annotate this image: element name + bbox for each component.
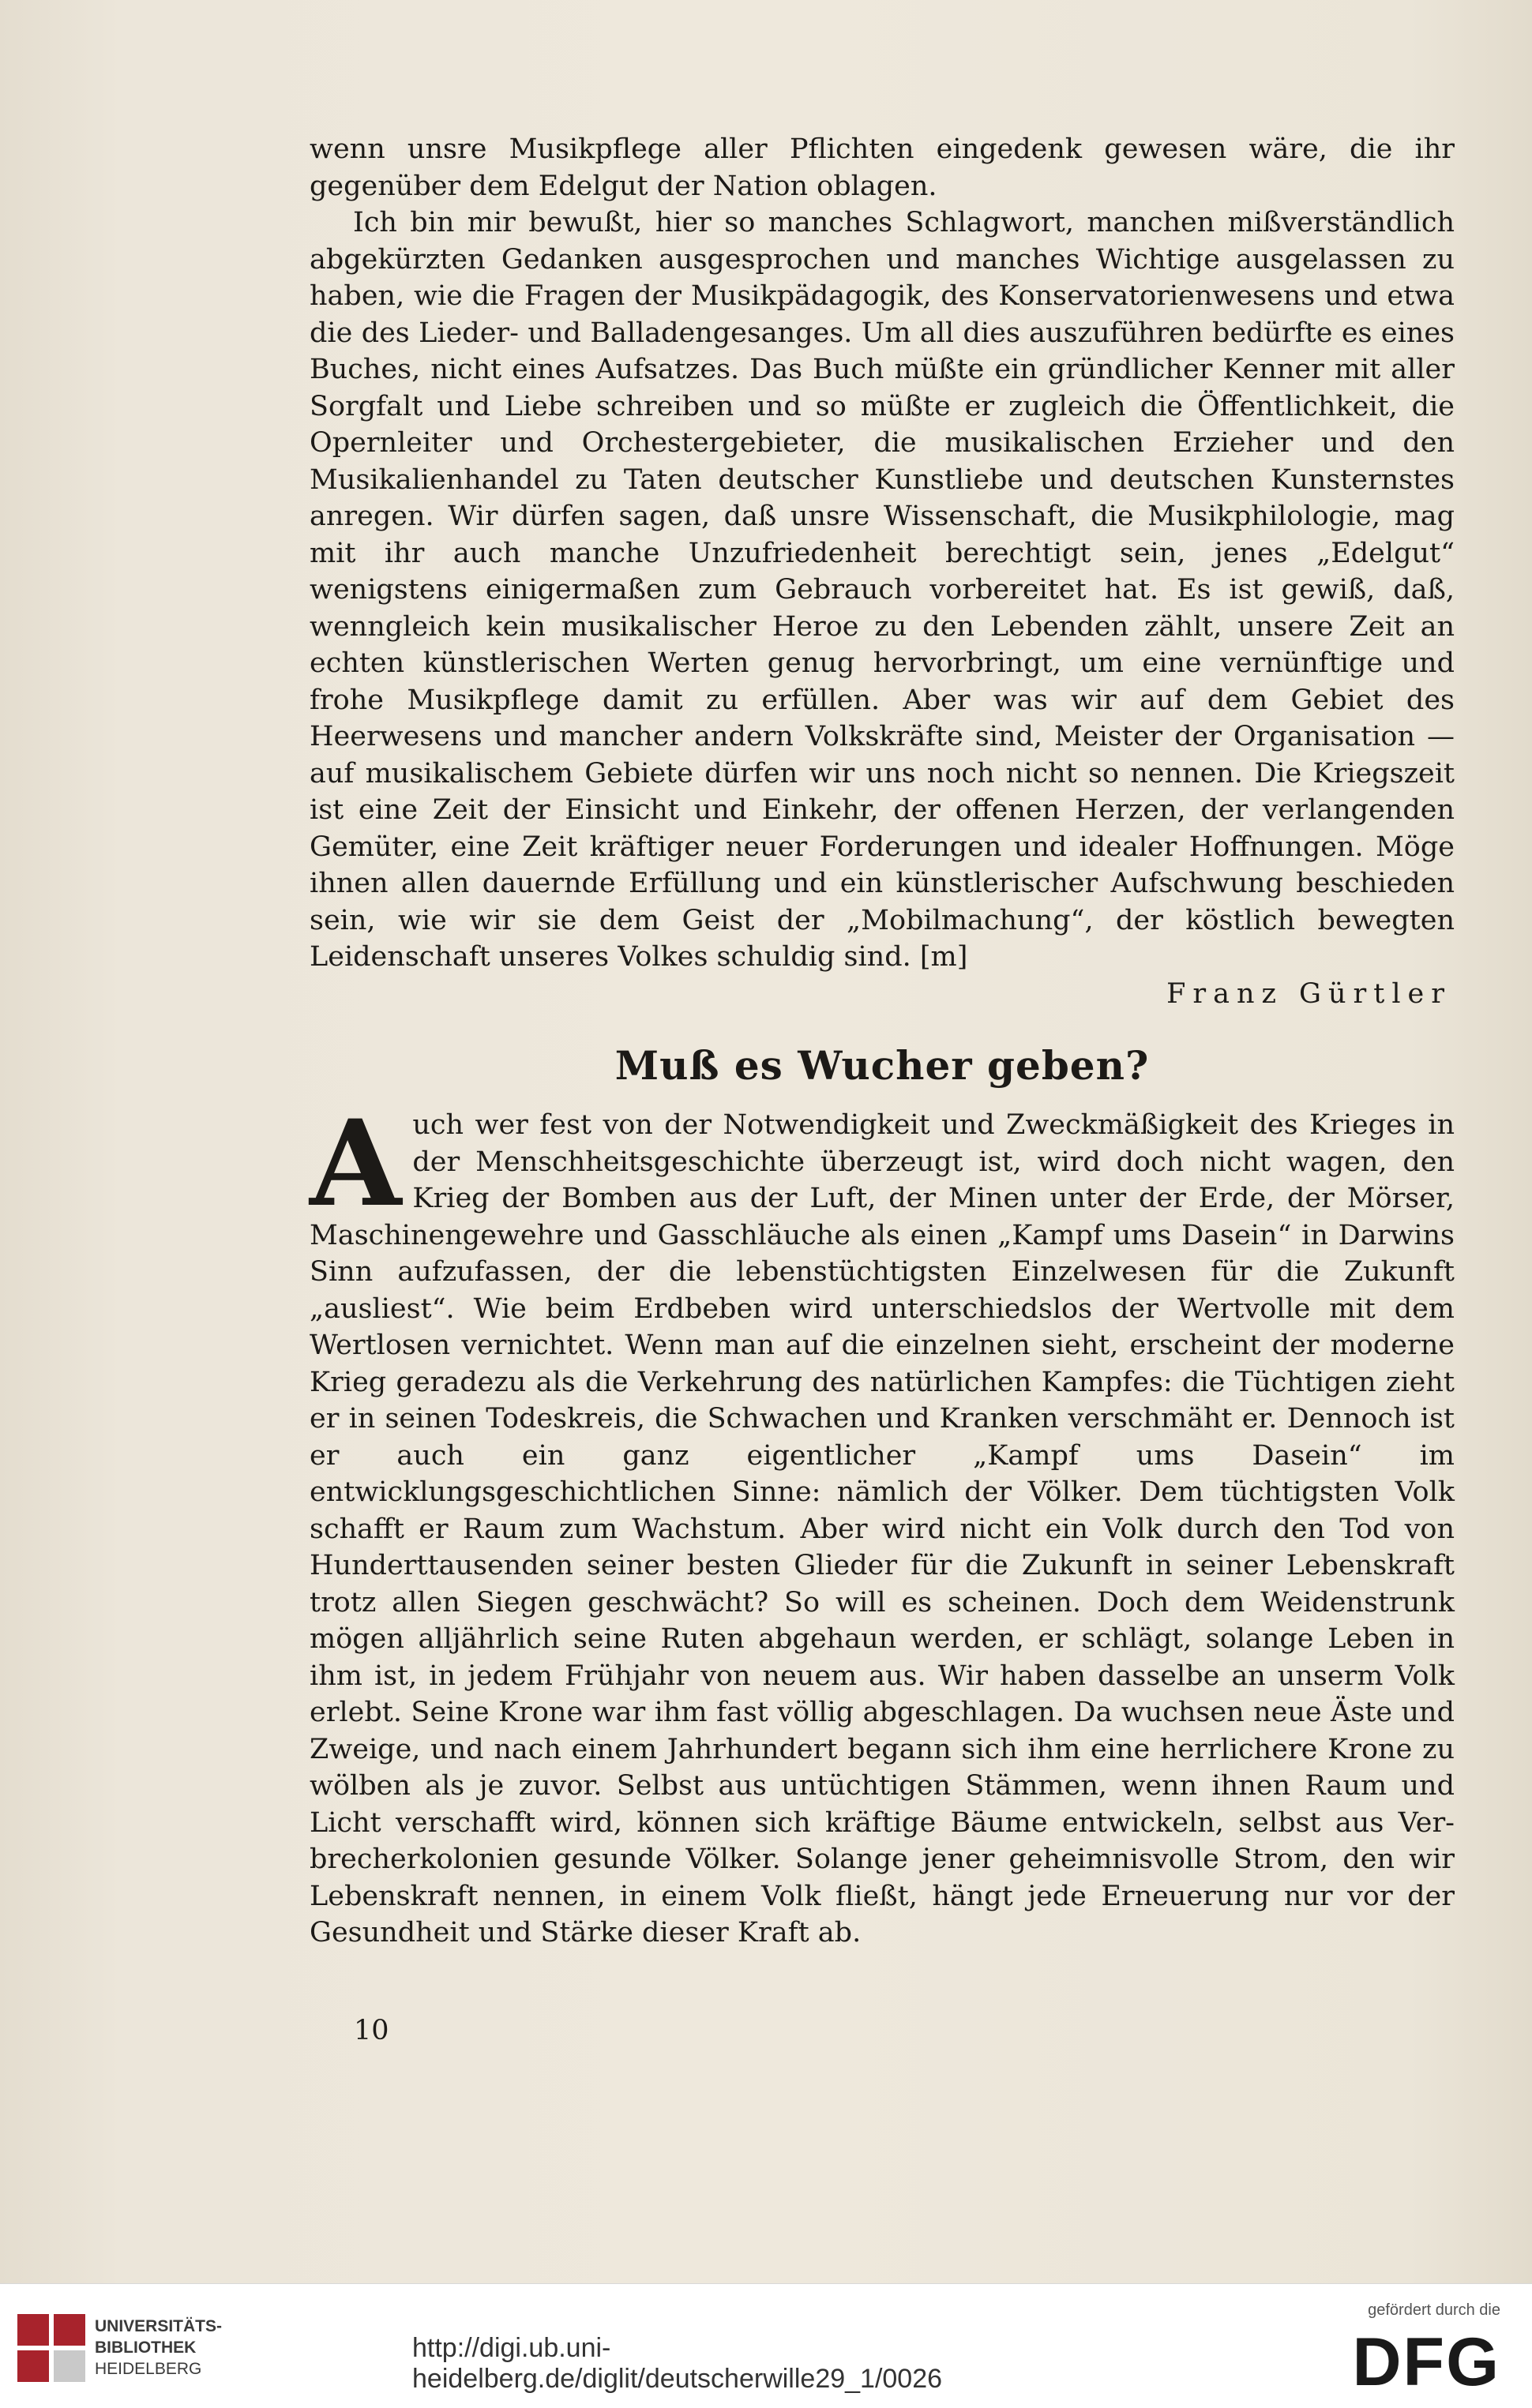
library-name-line-3: HEIDELBERG <box>95 2360 202 2378</box>
library-name-line-2: BIBLIOTHEK <box>95 2339 197 2357</box>
permalink-url[interactable]: http://digi.ub.uni-heidelberg.de/diglit/deutscherwille29_1/0026 <box>412 2333 943 2394</box>
page-text <box>310 131 1455 1952</box>
footer-bar <box>0 2283 1532 2408</box>
library-name <box>95 2316 222 2380</box>
article2-body <box>310 1094 1455 1952</box>
article2-body-text: uch wer fest von der Notwendigkeit und Zweckmäßigkeit des Krieges in der Menschheitsgeschichte überzeugt ist, wird doch nicht wagen, den Krieg der Bomben aus der Luft, der Minen unter der Erde, der Mörser, Maschinengewehre und Gasschläuche als einen „Kampf ums Dasein“ in Darwins Sinn aufzufassen, der die lebenstüchtigsten Einzelwesen für die Zukunft „ausliest“. Wie beim Erdbeben wird unterschiedslos der Wertvolle mit dem Wertlosen vernichtet. Wenn man auf die einzelnen sieht, erscheint der moderne Krieg geradezu als die Verkehrung des natürlichen Kampfes: die Tüchtigen zieht er in seinen Todeskreis, die Schwachen und Kranken verschmäht er. Dennoch ist er auch ein ganz eigentlicher „Kampf ums Dasein“ im entwicklungsgeschichtlichen Sinne: nämlich der Völker. Dem tüchtigsten Volk schafft er Raum zum Wachstum. Aber wird nicht ein Volk durch den Tod von Hunderttausenden seiner besten Glieder für die Zukunft in seiner Lebenskraft trotz allen Siegen geschwächt? So will es scheinen. Doch dem Weidenstrunk mögen alljährlich seine Ruten abgehaun werden, er schlägt, solange Leben in ihm ist, in jedem Frühjahr von neuem aus. Wir haben dasselbe an unserm Volk erlebt. Seine Krone war ihm fast völlig abgeschlagen. Da wuchsen neue Äste und Zweige, und nach einem Jahrhundert begann sich ihm eine herrlichere Krone zu wölben als je zuvor. Selbst aus untüchtigen Stämmen, wenn ihnen Raum und Licht verschafft wird, können sich kräftige Bäume entwickeln, selbst aus Verbrecherkolonien gesunde Völker. Solange jener geheimnisvolle Strom, den wir Lebenskraft nennen, in einem Volk fließt, hängt jede Erneuerung nur vor der Gesundheit und Stärke dieser Kraft ab. <box>310 1109 1455 1949</box>
funded-by-label: gefördert durch die <box>1368 2301 1500 2319</box>
article1-paragraph-2: Ich bin mir bewußt, hier so manches Schlagwort, manchen mißverständlich abgekürzten Gedanken ausgesprochen und manches Wichtige ausgelassen zu haben, wie die Fragen der Musikpädagogik, des Konservatorienwesens und etwa die des Lieder- und Balladengesanges. Um all dies auszuführen bedürfte es eines Buches, nicht eines Aufsatzes. Das Buch müßte ein gründlicher Kenner mit aller Sorgfalt und Liebe schreiben und so müßte er zugleich die Öffentlichkeit, die Opernleiter und Orchestergebieter, die musikalischen Erzieher und den Musikalienhandel zu Taten deutscher Kunstliebe und deutschen Kunsternstes anregen. Wir dürfen sagen, daß unsre Wissenschaft, die Musikphilologie, mag mit ihr auch manche Unzufriedenheit berechtigt sein, jenes „Edelgut“ wenigstens einigermaßen zum Gebrauch vorbereitet hat. Es ist gewiß, daß, wenngleich kein musikalischer Heroe zu den Lebenden zählt, unsere Zeit an echten künstlerischen Werten genug hervorbringt, um eine vernünftige und frohe Musikpflege damit zu erfüllen. Aber was wir auf dem Gebiet des Heerwesens und mancher andern Volkskräfte sind, Meister der Organisation — auf musikalischem Gebiete dürfen wir uns noch nicht so nennen. Die Kriegszeit ist eine Zeit der Einsicht und Einkehr, der offenen Herzen, der verlangenden Gemüter, eine Zeit kräftiger neuer Forderungen und idealer Hoffnungen. Möge ihnen allen dauernde Erfüllung und ein künstlerischer Aufschwung beschieden sein, wie wir sie dem Geist der „Mobilmachung“, der köstlich bewegten Leidenschaft unseres Volkes schuldig sind. [m] <box>310 207 1455 973</box>
library-name-line-1: UNIVERSITÄTS- <box>95 2317 223 2335</box>
drop-cap: A <box>310 1094 402 1233</box>
dfg-logo: DFG <box>1352 2324 1500 2400</box>
page-number: 10 <box>354 2015 389 2046</box>
university-library-logo-icon <box>17 2314 87 2384</box>
author-signature: Franz Gürtler <box>1166 977 1451 1010</box>
article1-paragraph-1: wenn unsre Musikpflege aller Pflichten eingedenk gewesen wäre, die ihr gegenüber dem Edelgut der Nation oblagen. <box>310 133 1455 202</box>
article-headline: Muß es Wucher geben? <box>614 1042 1150 1089</box>
